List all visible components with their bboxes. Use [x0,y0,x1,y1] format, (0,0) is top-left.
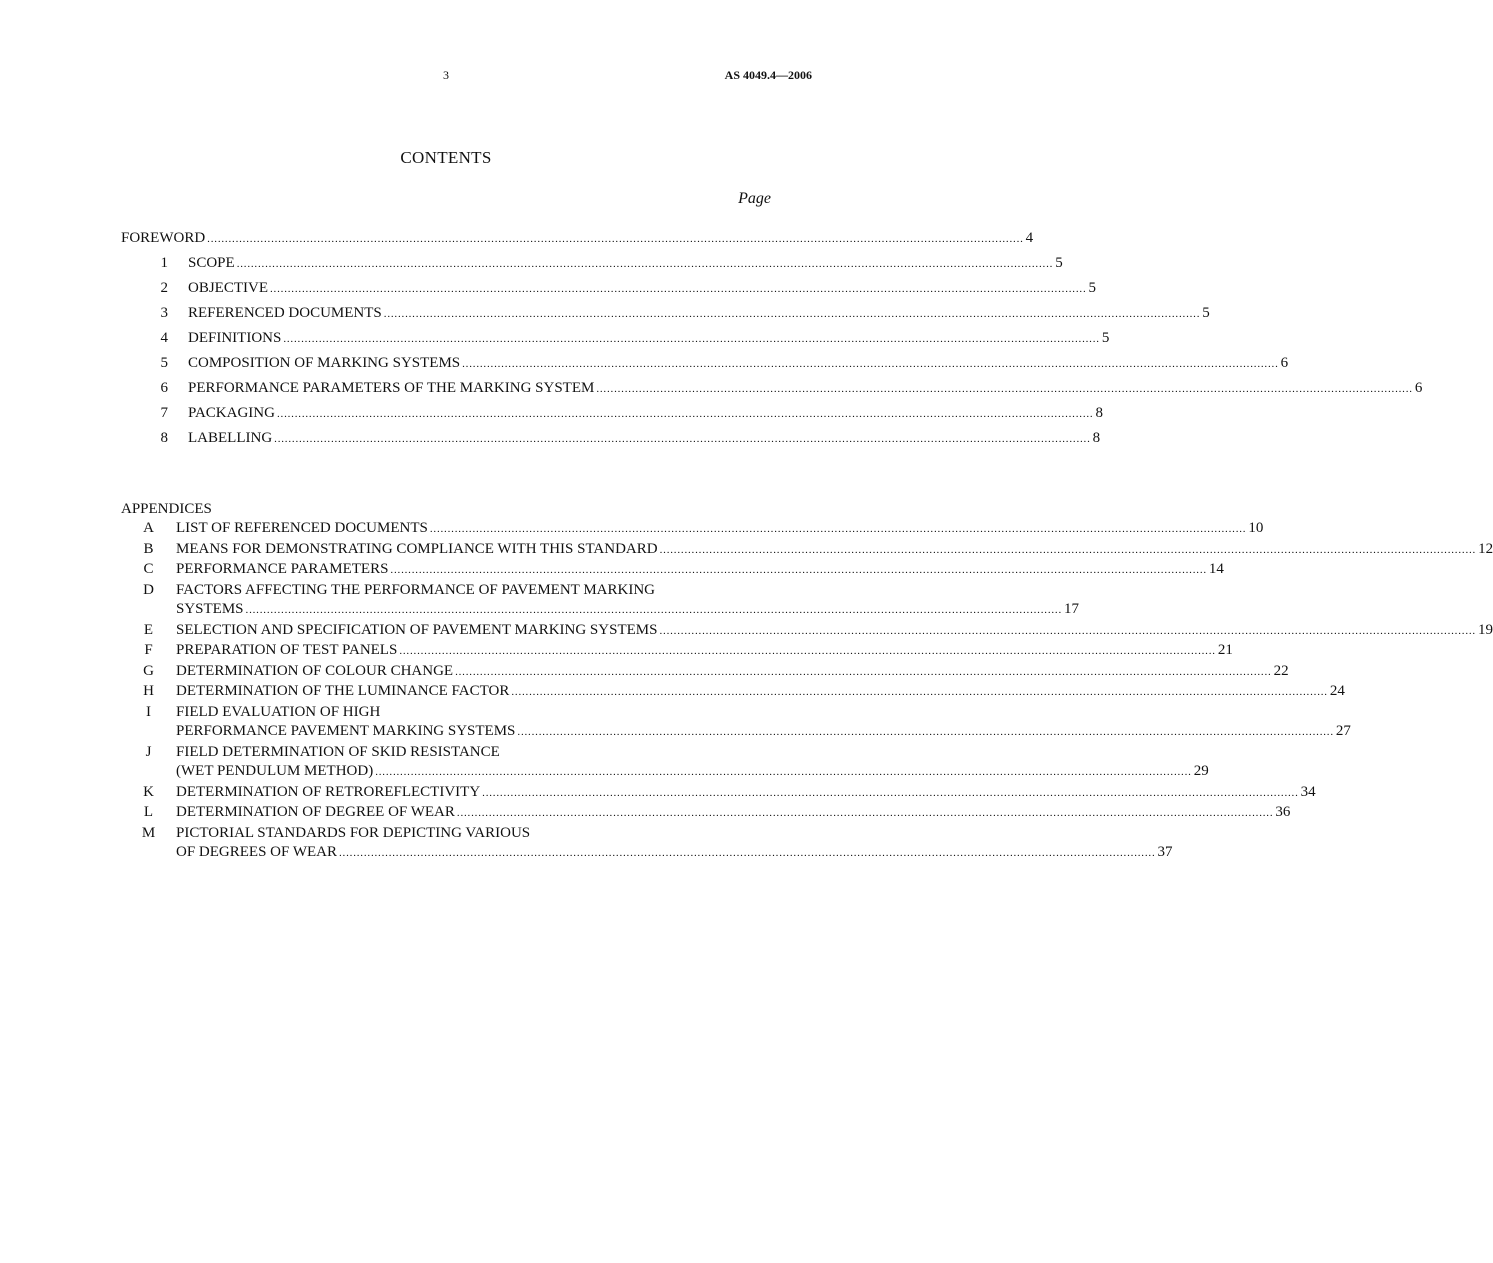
dot-leader [246,601,1063,621]
toc-entry-page: 8 [1092,430,1101,446]
toc-entry-label: DEFINITIONS [188,330,282,346]
appendix-label: DETERMINATION OF COLOUR CHANGE [176,662,454,679]
toc-entry-page: 5 [1088,280,1096,296]
appendix-page: 24 [1329,683,1345,699]
appendix-letter: A [143,520,154,536]
toc-entry[interactable] [121,280,1096,305]
appendix-label: LIST OF REFERENCED DOCUMENTS [176,520,428,536]
appendix-letter: G [143,662,154,679]
appendix-page: 21 [1217,642,1233,658]
appendix-letter: B [143,540,154,557]
toc-entry[interactable] [121,405,1103,430]
appendix-label-line1: FIELD DETERMINATION OF SKID RESISTANCE [176,743,500,760]
appendix-entry[interactable] [121,519,1264,540]
toc-entry-number: 1 [160,255,168,271]
dot-leader [660,541,1477,561]
appendix-letter: E [143,621,154,638]
dot-leader [270,283,1087,295]
appendix-letter: H [143,683,154,699]
appendix-letter: K [143,783,154,800]
appendix-letter: M [141,824,156,841]
appendices-heading: APPENDICES [121,501,212,517]
toc-entry-page: 5 [1055,255,1063,271]
dot-leader [455,663,1272,683]
toc-entry-label: COMPOSITION OF MARKING SYSTEMS [188,355,461,371]
appendix-page: 10 [1248,520,1264,536]
toc-entry-number: 2 [160,280,168,296]
appendix-entry[interactable] [121,824,1173,864]
toc-entry-label: SCOPE [188,255,235,271]
appendix-page: 36 [1275,804,1291,820]
toc-entry-page: 8 [1095,405,1103,421]
appendix-letter: J [145,743,152,760]
appendix-letter: D [143,581,154,598]
toc-entry-label: LABELLING [188,430,273,446]
dot-leader [390,561,1207,581]
toc-entry-page: 4 [1025,230,1034,246]
appendix-entry[interactable] [121,662,1289,683]
appendix-letter: L [143,804,154,820]
page-number: 3 [443,68,449,82]
dot-leader [207,233,1024,245]
appendices-list [121,500,1493,864]
toc-entry[interactable] [121,380,1423,405]
appendix-page: 29 [1193,763,1209,779]
appendix-label: OF DEGREES OF WEAR [176,844,337,860]
appendix-letter: I [146,703,151,720]
toc-entry-number: 3 [160,305,168,321]
toc-entry[interactable] [121,430,1101,455]
dot-leader [659,622,1476,642]
appendix-page: 37 [1157,844,1173,860]
toc-entry-page: 6 [1414,380,1423,396]
appendix-entry[interactable] [121,540,1493,561]
appendix-entry[interactable] [121,743,1209,783]
dot-leader [482,784,1299,804]
toc-entry[interactable] [121,355,1289,380]
toc-entry-page: 5 [1202,305,1210,321]
toc-entry-label: OBJECTIVE [188,280,268,296]
dot-leader [274,433,1091,445]
toc-entry-number: 4 [160,330,168,346]
toc-entry-foreword[interactable] [121,230,1034,255]
appendix-label: PREPARATION OF TEST PANELS [176,642,398,658]
toc-entry-label: PERFORMANCE PARAMETERS OF THE MARKING SYSTEM [188,380,595,396]
toc-entry-page: 6 [1280,355,1289,371]
appendix-entry[interactable] [121,560,1224,581]
toc-entry-number: 5 [160,355,168,371]
appendix-entry[interactable] [121,703,1351,743]
appendix-page: 19 [1477,621,1493,638]
appendix-page: 12 [1478,540,1493,557]
appendix-entry[interactable] [121,783,1316,804]
dot-leader [511,683,1328,703]
toc-entry-number: 6 [160,380,168,396]
dot-leader [237,258,1054,270]
dot-leader [384,308,1201,320]
toc-entry[interactable] [121,255,1063,280]
toc-entry-number: 7 [160,405,168,421]
appendix-label: MEANS FOR DEMONSTRATING COMPLIANCE WITH THIS STANDARD [176,540,658,557]
appendix-label: PERFORMANCE PAVEMENT MARKING SYSTEMS [176,723,516,739]
appendix-page: 22 [1273,662,1289,679]
appendix-label: DETERMINATION OF DEGREE OF WEAR [176,804,455,820]
page-column-label: Page [738,190,771,207]
appendix-entry[interactable] [121,803,1291,824]
toc-entry-number: 8 [160,430,168,446]
appendix-entry[interactable] [121,641,1233,662]
dot-leader [462,358,1279,370]
toc-entry-label: REFERENCED DOCUMENTS [188,305,382,321]
appendix-label: PERFORMANCE PARAMETERS [176,561,389,577]
dot-leader [517,723,1334,743]
appendix-label-line1: FACTORS AFFECTING THE PERFORMANCE OF PAVEMENT MARKING [176,581,655,598]
appendix-letter: F [144,642,153,658]
toc-entry-label: PACKAGING [188,405,275,421]
appendix-label: SYSTEMS [176,601,244,617]
appendix-label: DETERMINATION OF RETROREFLECTIVITY [176,783,481,800]
appendix-label: SELECTION AND SPECIFICATION OF PAVEMENT MARKING SYSTEMS [176,621,658,638]
page-title: CONTENTS [400,148,492,167]
appendix-page: 27 [1335,723,1351,739]
appendix-entry[interactable] [121,682,1345,703]
toc-entry[interactable] [121,305,1210,330]
appendix-entry[interactable] [121,581,1080,621]
appendix-label-line1: PICTORIAL STANDARDS FOR DEPICTING VARIOUS [176,824,531,841]
standard-number: AS 4049.4—2006 [724,68,812,82]
appendix-page: 14 [1208,561,1224,577]
dot-leader [430,520,1247,540]
dot-leader [375,763,1192,783]
toc-entry-label: FOREWORD [121,230,206,246]
appendix-page: 34 [1300,783,1316,800]
toc-entry-page: 5 [1101,330,1110,346]
appendix-page: 17 [1064,601,1080,617]
dot-leader [457,804,1274,824]
appendix-label: DETERMINATION OF THE LUMINANCE FACTOR [176,683,510,699]
contents-list [121,230,1423,455]
dot-leader [277,408,1094,420]
toc-entry[interactable] [121,330,1110,355]
dot-leader [283,333,1100,345]
appendix-label-line1: FIELD EVALUATION OF HIGH [176,703,381,720]
appendix-letter: C [143,561,154,577]
appendix-entry[interactable] [121,621,1493,642]
dot-leader [596,383,1413,395]
dot-leader [339,844,1156,864]
appendix-label: (WET PENDULUM METHOD) [176,763,374,779]
dot-leader [399,642,1216,662]
